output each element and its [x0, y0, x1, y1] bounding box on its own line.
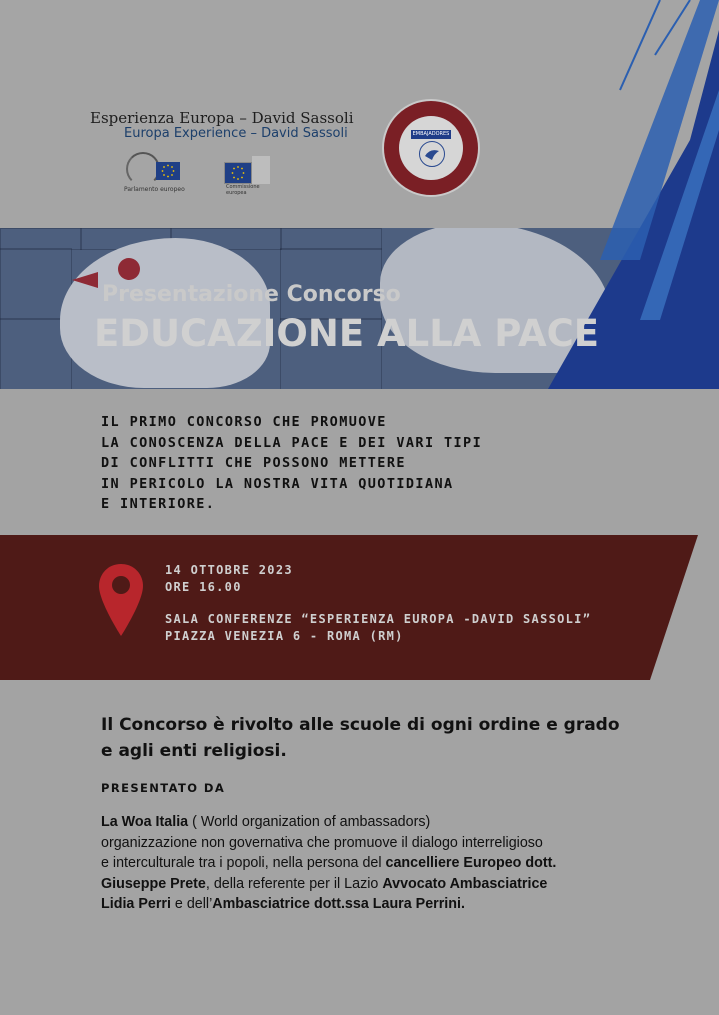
target-line: Il Concorso è rivolto alle scuole di ogni ordine e grado	[101, 715, 620, 735]
blue-thin-line	[620, 0, 660, 90]
event-venue: SALA CONFERENZE “ESPERIENZA EUROPA -DAVID SASSOLI”	[165, 612, 592, 626]
intro-line: DI CONFLITTI CHE POSSONO METTERE	[101, 455, 406, 471]
target-audience	[101, 712, 620, 764]
presenter-line	[101, 894, 701, 915]
presenters-paragraph	[101, 812, 701, 915]
intro-line: IL PRIMO CONCORSO CHE PROMUOVE	[101, 414, 387, 430]
event-time: ORE 16.00	[165, 580, 242, 594]
presenter-text: , della referente per il Lazio	[205, 875, 383, 892]
target-line: e agli enti religiosi.	[101, 741, 287, 761]
intro-line: LA CONOSCENZA DELLA PACE E DEI VARI TIPI	[101, 434, 483, 451]
event-address: PIAZZA VENEZIA 6 - ROMA (RM)	[165, 629, 404, 643]
presenter-line	[101, 812, 701, 833]
event-date: 14 OTTOBRE 2023	[165, 563, 293, 577]
presenter-name: Lidia Perri	[101, 896, 171, 912]
intro-line: IN PERICOLO LA NOSTRA VITA QUOTIDIANA	[101, 475, 454, 492]
location-pin-icon	[97, 562, 145, 638]
presenter-line	[101, 853, 701, 874]
org-subtitle: Europa Experience – David Sassoli	[124, 126, 348, 141]
org-title: Esperienza Europa – David Sassoli	[90, 109, 354, 127]
presenter-text: e dell’	[170, 896, 213, 912]
presenter-role: Avvocato Ambasciatrice	[382, 875, 548, 892]
presenter-line: organizzazione non governativa che promuove il dialogo interreligioso	[101, 834, 543, 851]
intro-line: E INTERIORE.	[101, 496, 216, 512]
presenter-name: Giuseppe Prete	[101, 875, 206, 892]
presenter-role: cancelliere Europeo dott.	[385, 855, 557, 871]
seal-band-text: EMBAJADORES	[412, 131, 450, 137]
hero-kicker: Presentazione Concorso	[102, 282, 401, 307]
presenter-text: e interculturale tra i popoli, nella persona del	[101, 855, 386, 871]
hero-title: EDUCAZIONE ALLA PACE	[94, 312, 600, 355]
presented-by-label: PRESENTATO DA	[101, 781, 226, 795]
intro-text	[101, 412, 482, 515]
org-name: La Woa Italia	[101, 814, 189, 830]
presenter-name: Ambasciatrice dott.ssa Laura Perrini.	[212, 896, 465, 912]
presenter-line	[101, 874, 701, 895]
org-description: ( World organization of ambassadors)	[188, 814, 431, 830]
commission-label: Commissione europea	[226, 184, 260, 196]
parliament-label: Parlamento europeo	[124, 186, 185, 193]
